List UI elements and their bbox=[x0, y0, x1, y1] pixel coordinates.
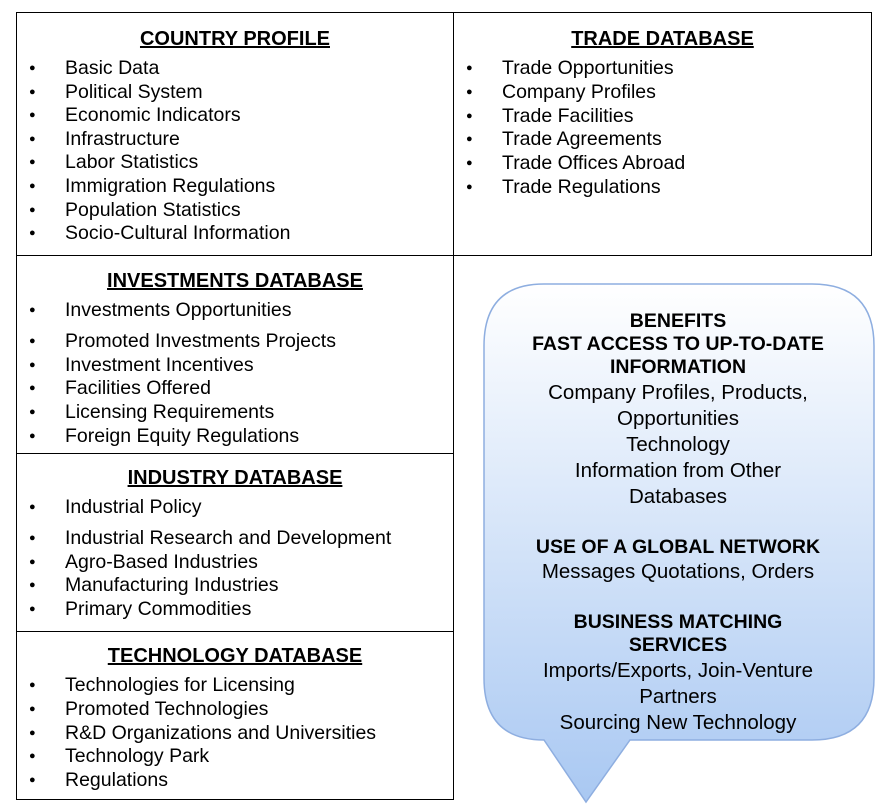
bullet-icon: ● bbox=[29, 203, 36, 216]
information-heading: INFORMATION bbox=[609, 356, 747, 378]
list-item-text: Investments Opportunities bbox=[65, 299, 292, 321]
list-item bbox=[29, 222, 449, 246]
list-item bbox=[466, 57, 866, 81]
bullet-icon: ● bbox=[466, 133, 473, 146]
list-item bbox=[29, 745, 449, 769]
list-item-text: Immigration Regulations bbox=[65, 175, 276, 197]
benefit-line-opportunities: Opportunities bbox=[617, 407, 739, 430]
list-item-text: Trade Opportunities bbox=[502, 57, 674, 79]
list-item-text: Agro-Based Industries bbox=[65, 551, 258, 573]
bullet-icon: ● bbox=[29, 726, 36, 739]
list-item-text: Trade Agreements bbox=[502, 128, 662, 151]
list-item-text: Foreign Equity Regulations bbox=[65, 425, 300, 447]
bullet-icon: ● bbox=[29, 62, 36, 74]
list-item bbox=[466, 105, 866, 129]
list-item bbox=[466, 81, 866, 105]
list-item bbox=[29, 598, 449, 622]
bullet-icon: ● bbox=[466, 109, 473, 122]
list-item-text: Promoted Technologies bbox=[65, 697, 269, 720]
global-network-heading: USE OF A GLOBAL NETWORK bbox=[535, 536, 821, 558]
list-item-text: Facilities Offered bbox=[65, 377, 211, 399]
list-item-text: Manufacturing Industries bbox=[65, 574, 279, 596]
bullet-icon: ● bbox=[29, 556, 36, 568]
list-item bbox=[29, 574, 449, 598]
list-item bbox=[29, 401, 449, 425]
bullet-icon: ● bbox=[29, 359, 36, 371]
benefit-line-databases: Databases bbox=[628, 485, 727, 508]
bullet-icon: ● bbox=[466, 62, 473, 74]
bullet-icon: ● bbox=[29, 702, 36, 715]
bullet-icon: ● bbox=[29, 679, 36, 691]
benefit-line-company-profiles: Company Profiles, Products, bbox=[548, 381, 808, 404]
bullet-icon: ● bbox=[29, 85, 36, 98]
list-item-text: Trade Regulations bbox=[502, 176, 661, 198]
global-network-line: Messages Quotations, Orders bbox=[541, 560, 815, 583]
bullet-icon: ● bbox=[29, 406, 36, 418]
list-item-text: R&D Organizations and Universities bbox=[65, 721, 377, 744]
list-item bbox=[29, 722, 449, 746]
bullet-icon: ● bbox=[29, 227, 36, 240]
list-item bbox=[29, 527, 449, 551]
list-item bbox=[29, 104, 449, 128]
list-item-text: Labor Statistics bbox=[65, 151, 199, 174]
list-item bbox=[29, 698, 449, 722]
list-item bbox=[29, 674, 449, 698]
benefits-heading: BENEFITS bbox=[629, 310, 727, 332]
list-item bbox=[29, 425, 449, 449]
bullet-icon: ● bbox=[29, 579, 36, 591]
list-item bbox=[29, 330, 449, 354]
list-item-text: Company Profiles bbox=[502, 80, 656, 103]
list-item-text: Economic Indicators bbox=[65, 104, 241, 127]
list-item bbox=[29, 496, 449, 520]
matching-line-sourcing: Sourcing New Technology bbox=[559, 711, 797, 734]
bullet-icon: ● bbox=[29, 603, 36, 615]
list-item-text: Investment Incentives bbox=[65, 354, 254, 376]
bullet-icon: ● bbox=[466, 157, 473, 170]
bullet-icon: ● bbox=[29, 382, 36, 394]
list-item-text: Industrial Research and Development bbox=[65, 527, 392, 549]
country-profile-box bbox=[16, 12, 454, 256]
list-item bbox=[29, 377, 449, 401]
list-item-text: Political System bbox=[65, 80, 203, 103]
bullet-icon: ● bbox=[29, 304, 36, 316]
list-item-text: Trade Facilities bbox=[502, 104, 634, 127]
bullet-icon: ● bbox=[29, 750, 36, 763]
list-item-text: Industrial Policy bbox=[65, 496, 202, 518]
bullet-icon: ● bbox=[29, 532, 36, 544]
services-heading: SERVICES bbox=[628, 634, 728, 656]
investments-database-box bbox=[16, 255, 454, 454]
bullet-icon: ● bbox=[29, 501, 36, 513]
trade-database-title: TRADE DATABASE bbox=[571, 28, 754, 50]
benefits-callout bbox=[482, 282, 878, 806]
fast-access-heading: FAST ACCESS TO UP-TO-DATE bbox=[532, 333, 824, 355]
technology-database-box bbox=[16, 631, 454, 800]
list-item bbox=[466, 152, 866, 176]
list-item-text: Regulations bbox=[65, 769, 168, 792]
list-item bbox=[29, 128, 449, 152]
trade-database-box bbox=[453, 12, 872, 256]
list-item-text: Licensing Requirements bbox=[65, 401, 275, 423]
investments-database-title: INVESTMENTS DATABASE bbox=[107, 270, 363, 292]
list-item-text: Socio-Cultural Information bbox=[65, 222, 291, 245]
list-item bbox=[29, 551, 449, 575]
list-item bbox=[29, 299, 449, 323]
list-item-text: Basic Data bbox=[65, 57, 160, 79]
list-item bbox=[466, 128, 866, 152]
bullet-icon: ● bbox=[466, 181, 473, 193]
industry-database-title: INDUSTRY DATABASE bbox=[127, 467, 343, 489]
bullet-icon: ● bbox=[29, 430, 36, 442]
list-item bbox=[29, 354, 449, 378]
list-item bbox=[29, 175, 449, 199]
bullet-icon: ● bbox=[29, 109, 36, 122]
list-item-text: Infrastructure bbox=[65, 127, 180, 150]
list-item-text: Primary Commodities bbox=[65, 598, 252, 620]
list-item-text: Trade Offices Abroad bbox=[502, 152, 686, 175]
bullet-icon: ● bbox=[29, 335, 36, 347]
list-item bbox=[29, 81, 449, 105]
list-item-text: Technology Park bbox=[65, 745, 210, 768]
list-item bbox=[466, 176, 866, 200]
benefit-line-technology: Technology bbox=[626, 433, 730, 456]
matching-line-partners: Partners bbox=[639, 685, 717, 708]
list-item bbox=[29, 151, 449, 175]
country-profile-title: COUNTRY PROFILE bbox=[139, 28, 330, 50]
list-item bbox=[29, 199, 449, 223]
business-matching-heading: BUSINESS MATCHING bbox=[573, 611, 783, 633]
bullet-icon: ● bbox=[29, 774, 36, 787]
list-item-text: Promoted Investments Projects bbox=[65, 330, 336, 352]
technology-database-title: TECHNOLOGY DATABASE bbox=[107, 645, 363, 667]
list-item bbox=[29, 57, 449, 81]
bullet-icon: ● bbox=[466, 85, 473, 98]
list-item-text: Technologies for Licensing bbox=[65, 674, 295, 696]
bullet-icon: ● bbox=[29, 180, 36, 192]
list-item bbox=[29, 769, 449, 793]
industry-database-box bbox=[16, 453, 454, 632]
benefit-line-information: Information from Other bbox=[574, 459, 782, 482]
list-item-text: Population Statistics bbox=[65, 198, 241, 221]
bullet-icon: ● bbox=[29, 156, 36, 169]
bullet-icon: ● bbox=[29, 132, 36, 145]
matching-line-imports-exports: Imports/Exports, Join-Venture bbox=[542, 659, 814, 682]
